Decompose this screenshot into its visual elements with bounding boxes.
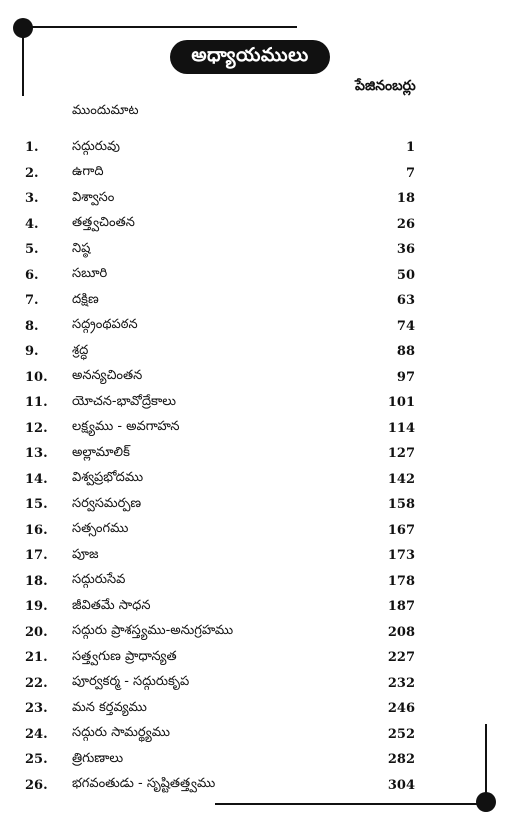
toc-row [25,594,415,620]
chapter-page-number: 26 [396,216,415,232]
chapter-number: 6. [25,267,39,283]
toc-row [25,441,415,467]
chapter-title: త్రిగుణాలు [72,750,124,766]
chapter-page-number: 36 [396,242,415,258]
chapter-title: ఉగాది [72,164,104,180]
toc-row [25,492,415,518]
chapter-page-number: 50 [396,267,415,283]
chapter-number: 1. [25,140,39,156]
chapter-title: నిష్ఠ [72,240,91,256]
chapter-page-number: 101 [387,395,415,411]
chapter-title: సద్గురువు [72,138,120,154]
chapter-title: పూర్వకర్మ - సద్గురుకృప [72,674,190,690]
toc-row [25,186,415,212]
toc-row [25,161,415,187]
chapter-number: 16. [25,522,48,538]
chapter-page-number: 227 [387,650,415,666]
chapter-number: 24. [25,726,48,742]
chapter-title: లక్ష్యము - అవగాహన [72,419,180,435]
chapter-page-number: 88 [396,344,415,360]
toc-row [25,314,415,340]
chapter-number: 4. [25,216,39,232]
chapter-page-number: 167 [387,522,415,538]
chapter-number: 21. [25,650,48,666]
chapter-number: 12. [25,420,48,436]
toc-row [25,288,415,314]
chapter-number: 3. [25,191,39,207]
chapter-page-number: 282 [387,752,415,768]
toc-row [25,671,415,697]
chapter-title: సద్గురుసేవ [72,572,126,588]
page-title [170,40,330,74]
toc-row [25,696,415,722]
chapter-title: విశ్వాసం [72,189,115,205]
chapter-title: జీవితమే సాధన [72,597,151,613]
chapter-number: 13. [25,446,48,462]
top-border-line [22,26,297,28]
chapter-page-number: 304 [387,777,415,793]
bottom-border-line [215,803,487,805]
chapter-number: 19. [25,599,48,615]
chapter-page-number: 232 [387,675,415,691]
chapter-number: 9. [25,344,39,360]
bottom-right-corner-dot [476,792,496,812]
chapter-number: 17. [25,548,48,564]
chapter-title: సద్గురు ప్రాశస్త్యము-అనుగ్రహము [72,623,234,639]
chapter-title: సత్సంగము [72,521,129,537]
chapter-title: తత్త్వచింతన [72,215,135,231]
toc-row [25,135,415,161]
chapter-number: 15. [25,497,48,513]
toc-row [25,390,415,416]
toc-row [25,620,415,646]
table-of-contents [25,135,415,798]
chapter-number: 25. [25,752,48,768]
chapter-number: 26. [25,777,48,793]
preface-entry: ముందుమాట [72,103,139,118]
chapter-title: దక్షిణ [72,291,99,307]
toc-row [25,263,415,289]
chapter-title: సద్గ్రంథపఠన [72,317,138,333]
chapter-page-number: 7 [405,165,415,181]
chapter-number: 23. [25,701,48,717]
chapter-page-number: 142 [387,471,415,487]
chapter-title: సత్త్వగుణ ప్రాధాన్యత [72,648,177,664]
chapter-title: విశ్వప్రభోదము [72,470,144,486]
toc-row [25,569,415,595]
page-numbers-header: పేజినంబర్లు [355,78,416,94]
chapter-number: 20. [25,624,48,640]
chapter-page-number: 158 [387,497,415,513]
left-border-line [22,26,24,96]
toc-row [25,416,415,442]
chapter-title: సర్వసమర్పణ [72,495,142,511]
chapter-title: అనన్యచింతన [72,368,143,384]
chapter-page-number: 173 [387,548,415,564]
chapter-page-number: 208 [387,624,415,640]
chapter-title: సద్గురు సామర్థ్యము [72,725,170,741]
chapter-title: సబూరి [72,266,108,282]
chapter-title: శ్రద్ధ [72,342,89,358]
toc-row [25,467,415,493]
toc-row [25,773,415,799]
toc-row [25,212,415,238]
chapter-page-number: 74 [396,318,415,334]
chapter-title: భగవంతుడు - సృష్టితత్త్వము [72,776,216,792]
toc-row [25,365,415,391]
chapter-page-number: 18 [396,191,415,207]
chapter-page-number: 127 [387,446,415,462]
toc-row [25,237,415,263]
chapter-number: 2. [25,165,39,181]
chapter-page-number: 97 [396,369,415,385]
chapter-title: యోచన-భావోద్రేకాలు [72,393,177,409]
chapter-page-number: 114 [387,420,415,436]
chapter-page-number: 63 [396,293,415,309]
chapter-number: 8. [25,318,39,334]
chapter-page-number: 187 [387,599,415,615]
chapter-title: పూజ [72,546,99,562]
chapter-page-number: 1 [405,140,415,156]
chapter-title: మన కర్తవ్యము [72,699,147,715]
chapter-number: 10. [25,369,48,385]
toc-row [25,722,415,748]
page-title-text: అధ్యాయములు [191,43,309,66]
chapter-number: 22. [25,675,48,691]
toc-row [25,518,415,544]
toc-row [25,339,415,365]
chapter-page-number: 252 [387,726,415,742]
chapter-number: 14. [25,471,48,487]
chapter-number: 5. [25,242,39,258]
chapter-number: 7. [25,293,39,309]
chapter-title: అల్లామాలిక్ [72,444,130,460]
toc-row [25,645,415,671]
chapter-page-number: 178 [387,573,415,589]
chapter-page-number: 246 [387,701,415,717]
toc-row [25,747,415,773]
toc-row [25,543,415,569]
chapter-number: 11. [25,395,48,411]
chapter-number: 18. [25,573,48,589]
